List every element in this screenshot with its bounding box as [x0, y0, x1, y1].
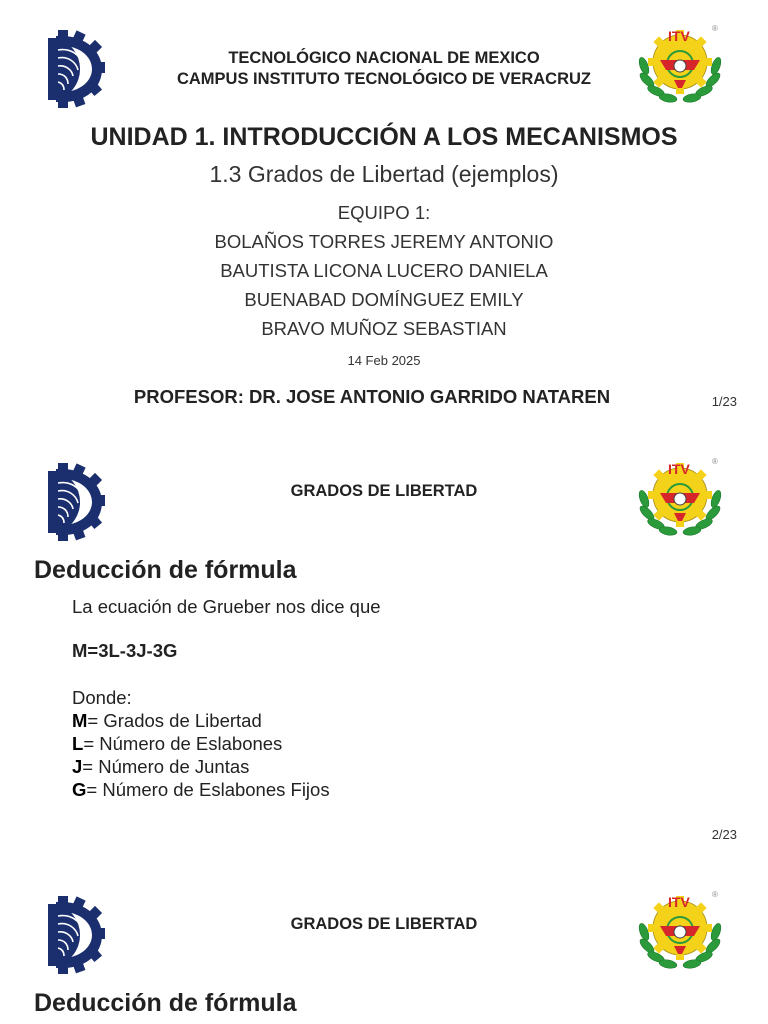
presentation-date: 14 Feb 2025	[347, 353, 421, 368]
institution-line-2: CAMPUS INSTITUTO TECNOLÓGICO DE VERACRUZ	[176, 70, 592, 88]
team-member: BAUTISTA LICONA LUCERO DANIELA	[220, 260, 548, 281]
tecnm-logo	[46, 461, 106, 543]
registered-mark: ®	[712, 457, 718, 466]
definition-symbol: M	[72, 710, 88, 731]
slide-3	[0, 866, 768, 1024]
page-number: 1/23	[711, 394, 737, 409]
slide-heading: Deducción de fórmula	[34, 989, 297, 1017]
section-title: GRADOS DE LIBERTAD	[290, 915, 478, 933]
definition-item	[72, 755, 330, 778]
team-member: BUENABAD DOMÍNGUEZ EMILY	[244, 289, 524, 310]
unit-title: UNIDAD 1. INTRODUCCIÓN A LOS MECANISMOS	[90, 123, 678, 151]
definition-text: = Número de Eslabones	[83, 733, 283, 754]
definition-list	[72, 709, 330, 801]
slide-heading: Deducción de fórmula	[34, 556, 297, 584]
section-title: GRADOS DE LIBERTAD	[290, 482, 478, 500]
definition-text: = Grados de Libertad	[87, 710, 262, 731]
tecnm-logo	[46, 894, 106, 976]
professor-name: PROFESOR: DR. JOSE ANTONIO GARRIDO NATAREN	[133, 386, 611, 407]
team-label: EQUIPO 1:	[337, 202, 431, 223]
grueber-formula: M=3L-3J-3G	[72, 640, 178, 661]
where-label: Donde:	[72, 687, 132, 708]
itv-logo-text: ITV	[668, 894, 690, 910]
definition-item	[72, 778, 330, 801]
registered-mark: ®	[712, 890, 718, 899]
institution-line-1: TECNOLÓGICO NACIONAL DE MEXICO	[228, 49, 540, 67]
itv-logo	[634, 888, 726, 970]
itv-logo-text: ITV	[668, 28, 690, 44]
definition-symbol: G	[72, 779, 87, 800]
team-member: BRAVO MUÑOZ SEBASTIAN	[261, 318, 507, 339]
intro-text: La ecuación de Grueber nos dice que	[72, 596, 381, 617]
definition-item	[72, 709, 330, 732]
definition-item	[72, 732, 330, 755]
definition-symbol: L	[72, 733, 84, 754]
itv-logo-text: ITV	[668, 461, 690, 477]
itv-logo	[634, 455, 726, 537]
definition-symbol: J	[72, 756, 83, 777]
registered-mark: ®	[712, 24, 718, 33]
slide-2	[0, 433, 768, 866]
slide-1	[0, 0, 768, 433]
team-member: BOLAÑOS TORRES JEREMY ANTONIO	[214, 231, 554, 252]
itv-logo	[634, 22, 726, 104]
definition-text: = Número de Eslabones Fijos	[86, 779, 330, 800]
definition-text: = Número de Juntas	[82, 756, 250, 777]
slide-subtitle: 1.3 Grados de Libertad (ejemplos)	[209, 161, 559, 187]
page-number: 2/23	[711, 827, 737, 842]
